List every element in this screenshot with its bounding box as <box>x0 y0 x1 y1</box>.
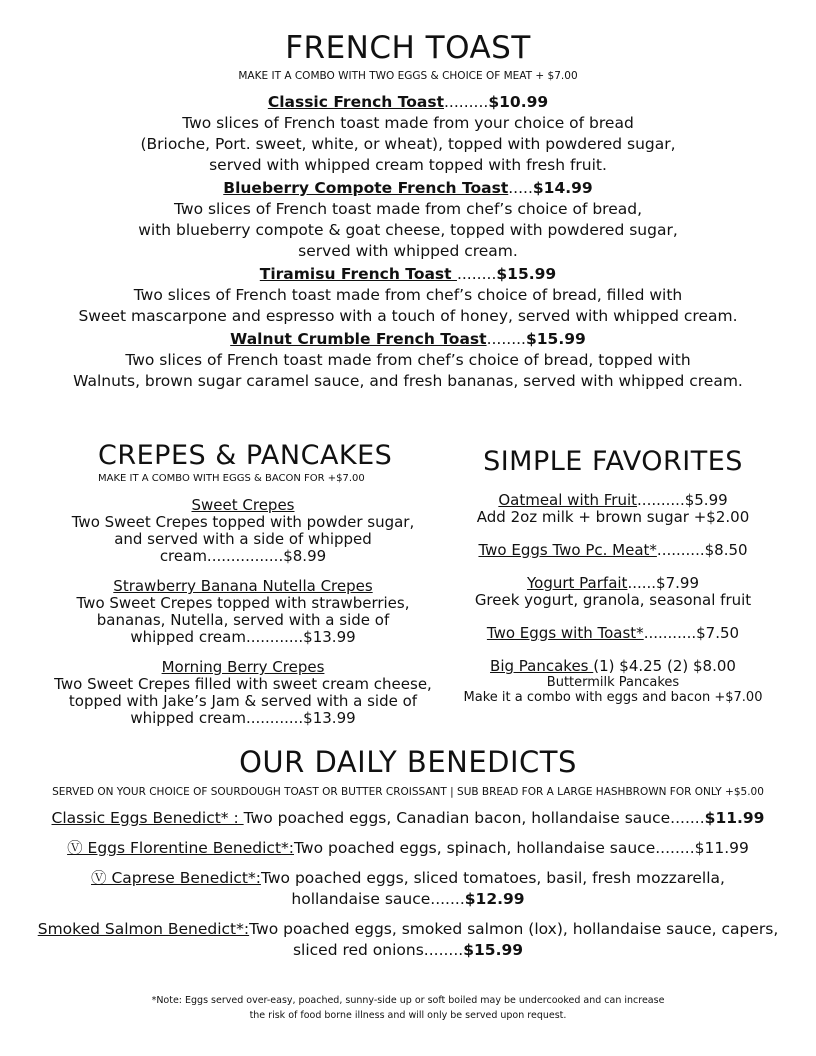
menu-item-desc: Two poached eggs, Canadian bacon, hollandaise sauce....... <box>243 809 705 827</box>
menu-item-price: $10.99 <box>488 93 549 111</box>
menu-item-two-eggs-two-meat <box>450 542 776 559</box>
french-toast-subtitle: MAKE IT A COMBO WITH TWO EGGS & CHOICE OF MEAT + $7.00 <box>238 70 578 82</box>
menu-item-dots: ..... <box>508 179 533 197</box>
menu-item-desc-line: Add 2oz milk + brown sugar +$2.00 <box>476 508 750 526</box>
menu-item-name: Big Pancakes <box>490 657 594 675</box>
menu-item-price: $15.99 <box>496 265 557 283</box>
menu-item-name: Oatmeal with Fruit <box>498 491 638 509</box>
menu-item-name: Ⓥ Caprese Benedict*: <box>91 869 261 887</box>
menu-item-heading <box>450 625 776 642</box>
menu-item-classic-eggs-benedict <box>30 808 786 829</box>
menu-item-caprese-benedict <box>30 868 786 910</box>
simple-favorites-section <box>450 446 776 705</box>
menu-item-big-pancakes <box>450 658 776 705</box>
crepes-section <box>40 440 446 727</box>
benedicts-list <box>30 808 786 970</box>
food-safety-note <box>100 993 716 1023</box>
french-toast-list <box>40 92 776 394</box>
menu-item-desc-line: Two slices of French toast made from chef’s choice of bread, <box>173 200 643 218</box>
menu-item-price: ...........$7.50 <box>643 624 740 642</box>
menu-item-price: ......$7.99 <box>627 574 699 592</box>
menu-item-eggs-florentine-benedict <box>30 838 786 859</box>
menu-item-name: Ⓥ Eggs Florentine Benedict*: <box>67 839 295 857</box>
menu-item-desc-line: topped with Jake’s Jam & served with a side of <box>68 692 418 710</box>
menu-item-desc-line: Two slices of French toast made from chef’s choice of bread, topped with <box>125 351 691 369</box>
menu-item-morning-berry-crepes <box>40 659 446 727</box>
menu-item-price: $15.99 <box>525 330 586 348</box>
menu-item-name: Strawberry Banana Nutella Crepes <box>113 577 373 595</box>
menu-item-desc-line: cream................$8.99 <box>159 547 327 565</box>
menu-item-name: Classic Eggs Benedict* : <box>51 809 244 827</box>
menu-item-classic-french-toast <box>40 92 776 176</box>
menu-item-heading <box>450 542 776 559</box>
menu-item-heading <box>40 329 776 350</box>
menu-item-name: Two Eggs Two Pc. Meat* <box>478 541 657 559</box>
menu-item-name: Yogurt Parfait <box>526 574 628 592</box>
menu-item-smoked-salmon-benedict <box>30 919 786 961</box>
menu-item-desc-line: Two Sweet Crepes topped with strawberries, <box>76 594 410 612</box>
menu-item-desc-line: Walnuts, brown sugar caramel sauce, and fresh bananas, served with whipped cream. <box>73 372 743 390</box>
benedicts-title: OUR DAILY BENEDICTS <box>239 745 577 779</box>
menu-item-name: Classic French Toast <box>267 93 444 111</box>
menu-item-desc-line: with blueberry compote & goat cheese, topped with powdered sugar, <box>138 221 678 239</box>
menu-item-dots: ......... <box>444 93 489 111</box>
menu-item-name: Tiramisu French Toast <box>259 265 457 283</box>
menu-item-price: $12.99 <box>464 890 525 908</box>
menu-item-price: ..........$8.50 <box>656 541 748 559</box>
menu-item-desc-line: Make it a combo with eggs and bacon +$7.00 <box>463 690 763 705</box>
menu-item-desc-line: whipped cream............$13.99 <box>130 709 356 727</box>
menu-item-heading <box>450 658 776 675</box>
menu-item-price: $14.99 <box>532 179 593 197</box>
menu-item-desc-line: served with whipped cream. <box>298 242 518 260</box>
menu-item-desc: Two poached eggs, sliced tomatoes, basil, fresh mozzarella, <box>260 869 725 887</box>
menu-item-name: Blueberry Compote French Toast <box>223 179 509 197</box>
menu-item-desc-line: Two Sweet Crepes filled with sweet cream cheese, <box>54 675 432 693</box>
crepes-subtitle: MAKE IT A COMBO WITH EGGS & BACON FOR +$7.00 <box>98 473 365 484</box>
benedicts-subtitle: SERVED ON YOUR CHOICE OF SOURDOUGH TOAST OR BUTTER CROISSANT | SUB BREAD FOR A LARGE HASHBROWN FOR ONLY +$5.00 <box>52 786 764 798</box>
menu-item-dots: ........ <box>486 330 526 348</box>
menu-item-desc-line: (Brioche, Port. sweet, white, or wheat), topped with powdered sugar, <box>140 135 676 153</box>
menu-item-blueberry-compote-french-toast <box>40 178 776 262</box>
menu-item-desc-line: Two slices of French toast made from your choice of bread <box>182 114 634 132</box>
menu-item-name: Smoked Salmon Benedict*: <box>37 920 250 938</box>
menu-item-oatmeal <box>450 492 776 526</box>
menu-item-strawberry-banana-nutella-crepes <box>40 578 446 646</box>
menu-item-desc-line: and served with a side of whipped <box>114 530 372 548</box>
menu-item-price: $15.99 <box>463 941 524 959</box>
menu-item-desc-line: Buttermilk Pancakes <box>546 675 680 690</box>
menu-item-desc-cont: hollandaise sauce....... <box>291 890 465 908</box>
menu-item-price: $11.99 <box>694 839 749 857</box>
note-line: *Note: Eggs served over-easy, poached, sunny-side up or soft boiled may be undercooked and can increase <box>151 995 665 1006</box>
menu-item-tiramisu-french-toast <box>40 264 776 327</box>
menu-item-walnut-crumble-french-toast <box>40 329 776 392</box>
menu-item-desc-line: Two Sweet Crepes topped with powder sugar, <box>71 513 415 531</box>
menu-item-name: Walnut Crumble French Toast <box>230 330 487 348</box>
french-toast-title: FRENCH TOAST <box>285 30 531 66</box>
menu-item-desc-line: whipped cream............$13.99 <box>130 628 356 646</box>
menu-item-desc-line: Greek yogurt, granola, seasonal fruit <box>474 591 752 609</box>
menu-item-heading <box>450 575 776 592</box>
menu-item-desc-line: bananas, Nutella, served with a side of <box>96 611 390 629</box>
menu-item-sweet-crepes <box>40 497 446 565</box>
menu-item-name: Two Eggs with Toast* <box>486 624 644 642</box>
menu-item-desc-line: served with whipped cream topped with fresh fruit. <box>209 156 607 174</box>
menu-item-name: Sweet Crepes <box>191 496 295 514</box>
menu-item-name: Morning Berry Crepes <box>161 658 325 676</box>
crepes-title: CREPES & PANCAKES <box>98 440 393 471</box>
note-line: the risk of food borne illness and will only be served upon request. <box>249 1010 567 1021</box>
menu-item-desc: Two poached eggs, spinach, hollandaise sauce........ <box>294 839 695 857</box>
menu-item-dots: ........ <box>456 265 497 283</box>
menu-item-heading <box>40 178 776 199</box>
menu-item-heading <box>40 264 776 285</box>
menu-item-yogurt-parfait <box>450 575 776 609</box>
menu-item-price: (1) $4.25 (2) $8.00 <box>593 657 736 675</box>
menu-item-price: ..........$5.99 <box>637 491 728 509</box>
menu-item-desc-line: Sweet mascarpone and espresso with a touch of honey, served with whipped cream. <box>78 307 738 325</box>
menu-item-desc-line: Two slices of French toast made from chef’s choice of bread, filled with <box>133 286 683 304</box>
menu-item-desc: Two poached eggs, smoked salmon (lox), hollandaise sauce, capers, <box>249 920 779 938</box>
menu-item-two-eggs-toast <box>450 625 776 642</box>
menu-item-desc-cont: sliced red onions........ <box>292 941 464 959</box>
simple-favorites-title: SIMPLE FAVORITES <box>483 446 743 477</box>
menu-item-price: $11.99 <box>704 809 765 827</box>
menu-item-heading <box>40 92 776 113</box>
menu-item-heading <box>450 492 776 509</box>
